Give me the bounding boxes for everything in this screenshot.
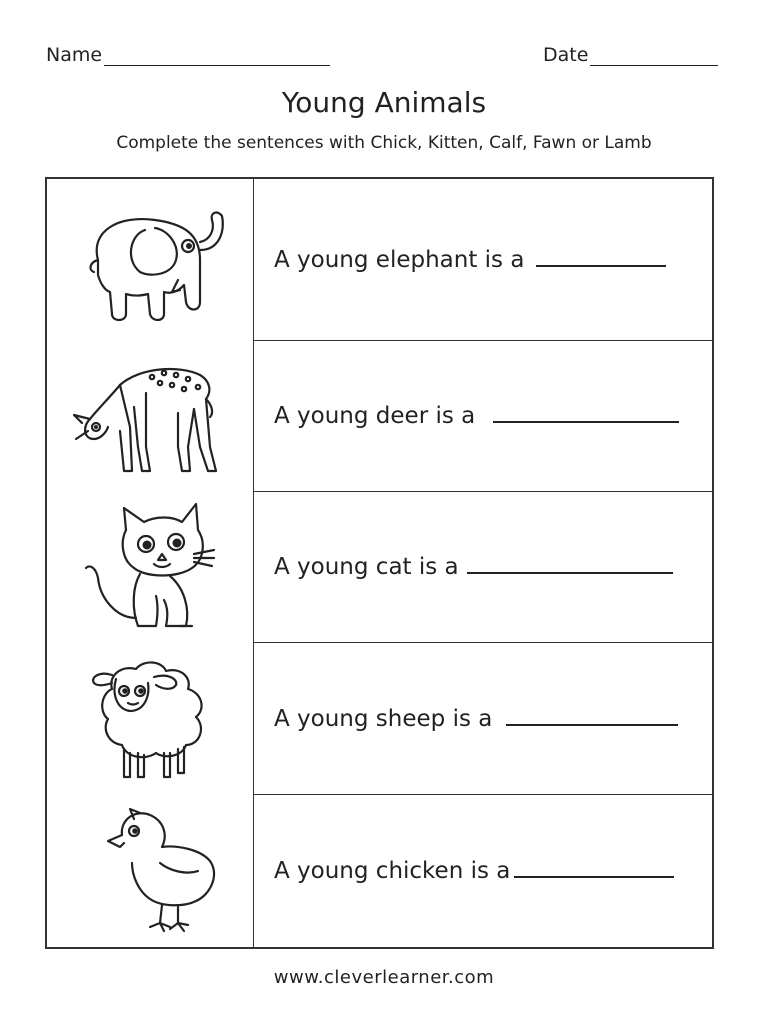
date-blank[interactable]	[590, 47, 718, 66]
sentence-text: A young sheep is a	[274, 705, 493, 732]
sentence-row	[274, 247, 666, 273]
sentence-cell	[254, 179, 712, 341]
footer-url: www.cleverlearner.com	[273, 967, 495, 988]
sentence-cell	[254, 643, 712, 795]
answer-blank[interactable]	[493, 417, 679, 423]
answer-blank[interactable]	[514, 872, 674, 878]
sentence-row	[274, 858, 674, 884]
picture-cell	[47, 179, 254, 341]
deer-icon	[60, 347, 240, 487]
sentence-cell	[254, 341, 712, 492]
date-label: Date	[543, 44, 589, 66]
name-field[interactable]	[46, 44, 330, 66]
picture-cell	[47, 492, 254, 643]
sentence-text: A young deer is a	[274, 403, 476, 429]
name-blank[interactable]	[104, 47, 330, 66]
picture-cell	[47, 341, 254, 492]
chick-icon	[60, 801, 240, 941]
worksheet-table	[45, 177, 714, 949]
sentence-row	[274, 403, 679, 429]
name-label: Name	[46, 44, 103, 66]
sentence-cell	[254, 795, 712, 947]
sentence-text: A young elephant is a	[274, 246, 525, 273]
sheep-icon	[60, 649, 240, 789]
elephant-icon	[60, 190, 240, 330]
sentence-cell	[254, 492, 712, 643]
answer-blank[interactable]	[536, 261, 666, 267]
sentence-text: A young cat is a	[274, 554, 459, 580]
page-title: Young Animals	[281, 86, 487, 119]
picture-cell	[47, 795, 254, 947]
sentence-row	[274, 706, 678, 732]
sentence-text: A young chicken is a	[274, 858, 511, 884]
instructions: Complete the sentences with Chick, Kitten, Calf, Fawn or Lamb	[116, 133, 652, 153]
date-field[interactable]	[543, 44, 718, 66]
cat-icon	[60, 498, 240, 638]
answer-blank[interactable]	[506, 720, 678, 726]
sentence-row	[274, 554, 673, 580]
answer-blank[interactable]	[467, 568, 673, 574]
picture-cell	[47, 643, 254, 795]
